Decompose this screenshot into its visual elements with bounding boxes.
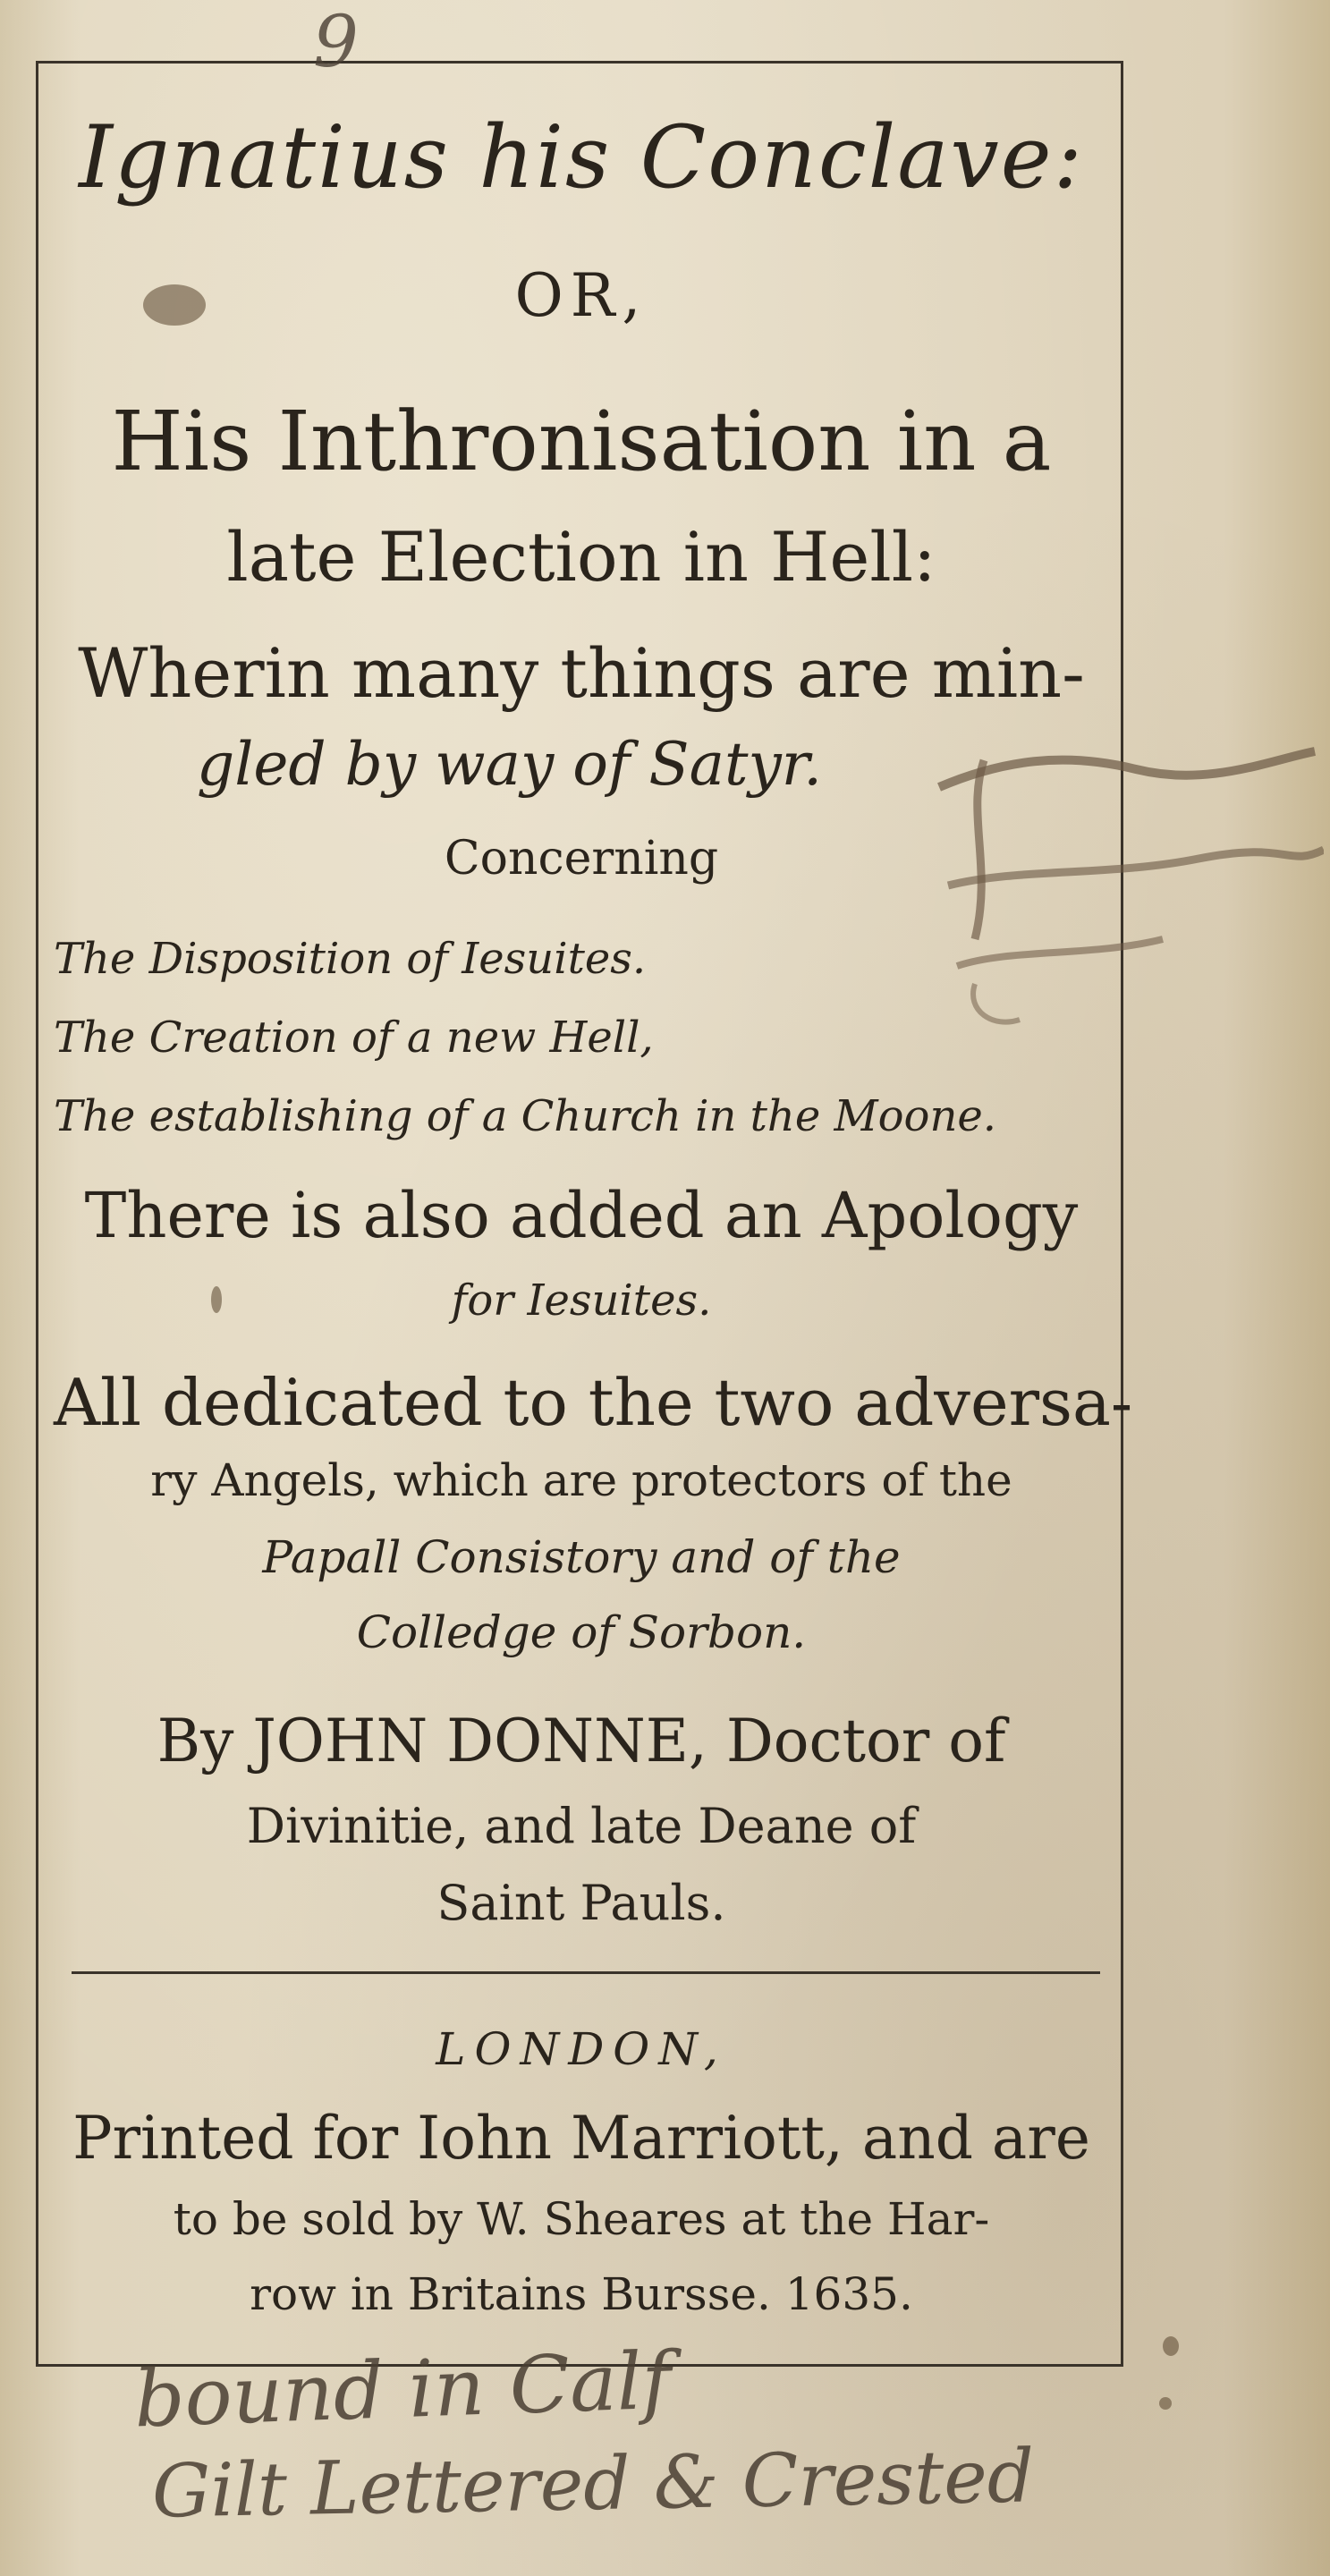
imprint-divider-rule <box>72 1971 1100 1974</box>
apology-line-1: There is also added an Apology <box>84 1179 1079 1252</box>
title-or: OR, <box>514 261 648 330</box>
dedication-line-2: ry Angels, which are protectors of the <box>150 1454 1012 1506</box>
ink-blot <box>1159 2397 1172 2410</box>
author-line-1: By JOHN DONNE, Doctor of <box>157 1707 1006 1775</box>
author-line-2: Divinitie, and late Deane of <box>246 1798 917 1854</box>
handwritten-note-line-1: bound in Calf <box>132 2334 673 2445</box>
dedication-line-3: Papall Consistory and of the <box>262 1531 901 1583</box>
topic-item: The Disposition of Iesuites. <box>54 934 647 984</box>
ink-blot <box>143 284 206 326</box>
dedication-line-4: Colledge of Sorbon. <box>356 1606 807 1658</box>
subtitle-line-3: Wherin many things are min- <box>78 633 1085 713</box>
book-title: Ignatius his Conclave: <box>79 107 1084 208</box>
margin-ink-scrawl <box>930 733 1324 1055</box>
author-line-3: Saint Pauls. <box>436 1875 726 1931</box>
ink-blot <box>211 1286 222 1313</box>
topic-item: The establishing of a Church in the Moone. <box>54 1091 997 1141</box>
subtitle-line-2: late Election in Hell: <box>226 517 936 597</box>
imprint-line-2: to be sold by W. Sheares at the Har- <box>173 2193 990 2245</box>
dedication-line-1: All dedicated to the two adversa- <box>54 1365 1133 1440</box>
subtitle-line-1: His Inthronisation in a <box>111 394 1052 489</box>
concerning-heading: Concerning <box>444 832 719 886</box>
handwritten-note-line-2: Gilt Lettered & Crested <box>151 2434 1036 2535</box>
imprint-line-3: row in Britains Bursse. 1635. <box>250 2268 913 2320</box>
ink-blot <box>1163 2336 1179 2356</box>
imprint-line-1: Printed for Iohn Marriott, and are <box>72 2104 1090 2173</box>
apology-line-2: for Iesuites. <box>451 1275 712 1326</box>
handwritten-shelf-mark: 9 <box>313 0 359 83</box>
imprint-city: LONDON, <box>436 2023 727 2075</box>
subtitle-line-4: gled by way of Satyr. <box>197 730 823 799</box>
topic-item: The Creation of a new Hell, <box>54 1013 654 1063</box>
